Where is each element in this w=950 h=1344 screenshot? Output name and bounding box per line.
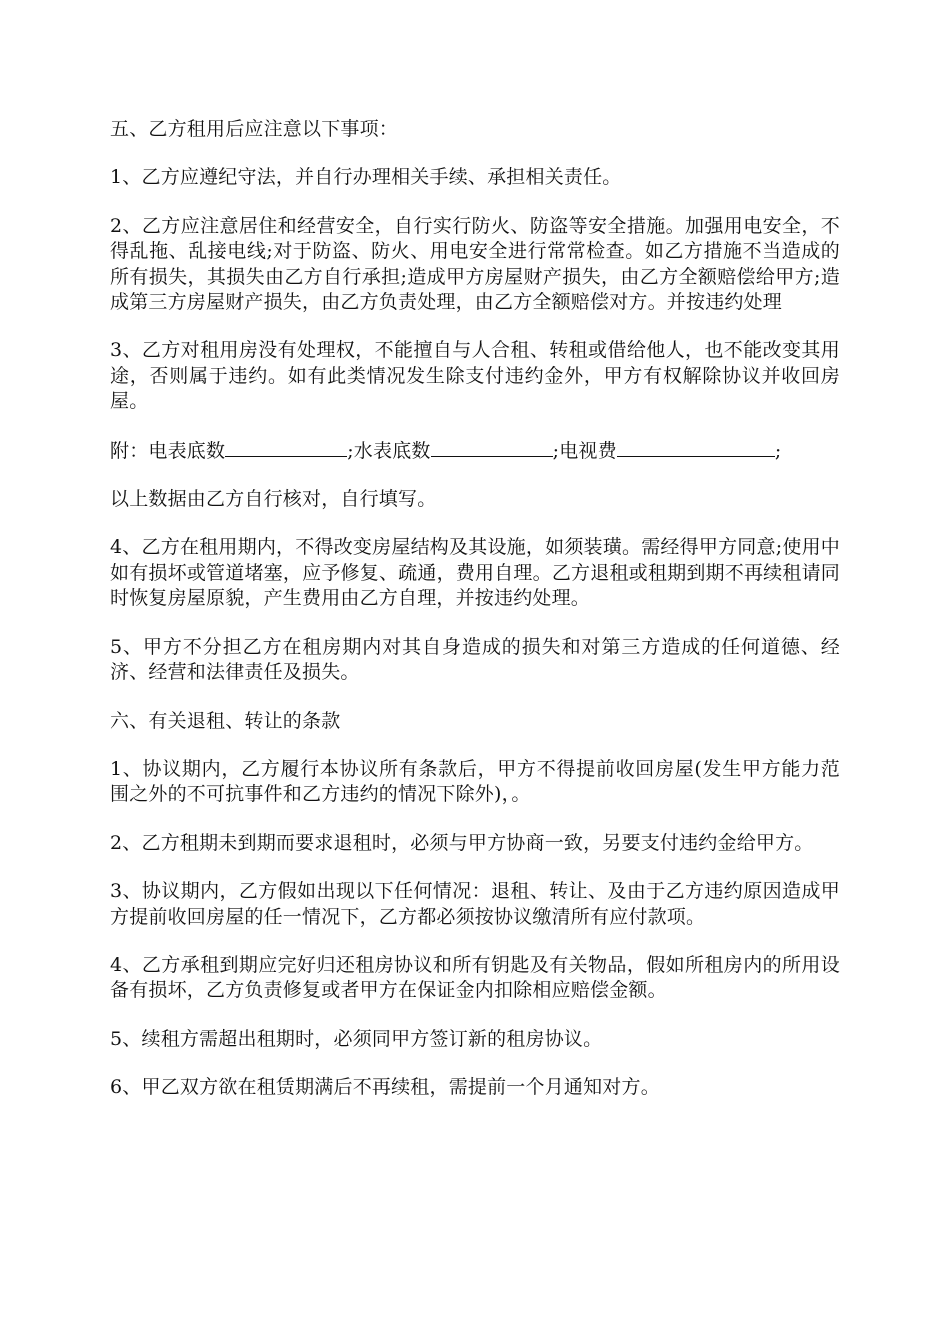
- clause-5-1: 1、乙方应遵纪守法，并自行办理相关手续、承担相关责任。: [110, 166, 622, 189]
- clause-5-4: 4、乙方在租用期内，不得改变房屋结构及其设施，如须装璜。需经得甲方同意;使用中如有损坏或管道堵塞，应予修复、疏通，费用自理。乙方退租或租期到期不再续租请同时恢复房屋原貌，产生费用由乙方自理，并按违约处理。: [110, 536, 840, 610]
- clause-6-4: 4、乙方承租到期应完好归还租房协议和所有钥匙及有关物品，假如所租房内的所用设备有损坏，乙方负责修复或者甲方在保证金内扣除相应赔偿金额。: [110, 953, 840, 1002]
- water-meter-blank: [431, 438, 553, 457]
- meter-line-end: ;: [774, 439, 782, 462]
- document-body: [110, 117, 840, 1124]
- clause-6-5: 5、续租方需超出租期时，必须同甲方签订新的租房协议。: [110, 1027, 603, 1050]
- section-heading-five: 五、乙方租用后应注意以下事项：: [110, 118, 399, 140]
- electric-meter-label: 附：电表底数: [110, 439, 226, 462]
- clause-6-2: 2、乙方租期未到期而要求退租时，必须与甲方协商一致，另要支付违约金给甲方。: [110, 831, 814, 854]
- electric-meter-blank: [225, 438, 347, 457]
- clause-6-6: 6、甲乙双方欲在租赁期满后不再续租，需提前一个月通知对方。: [110, 1076, 660, 1099]
- clause-5-5: 5、甲方不分担乙方在租房期内对其自身造成的损失和对第三方造成的任何道德、经济、经营和法律责任及损失。: [110, 635, 840, 684]
- section-heading-six: 六、有关退租、转让的条款: [110, 709, 341, 732]
- meter-note: 以上数据由乙方自行核对，自行填写。: [110, 488, 437, 511]
- meter-readings-line: [110, 438, 840, 464]
- clause-6-1: 1、协议期内，乙方履行本协议所有条款后，甲方不得提前收回房屋(发生甲方能力范围之外的不可抗事件和乙方违约的情况下除外)，。: [110, 757, 840, 806]
- clause-6-3: 3、协议期内，乙方假如出现以下任何情况：退租、转让、及由于乙方违约原因造成甲方提前收回房屋的任一情况下，乙方都必须按协议缴清所有应付款项。: [110, 880, 840, 928]
- water-meter-label: ;水表底数: [347, 439, 431, 462]
- tv-fee-blank: [617, 438, 775, 457]
- clause-5-2: 2、乙方应注意居住和经营安全，自行实行防火、防盗等安全措施。加强用电安全，不得乱拖、乱接电线;对于防盗、防火、用电安全进行常常检查。如乙方措施不当造成的所有损失，其损失由乙方自行承担;造成甲方房屋财产损失，由乙方全额赔偿给甲方;造成第三方房屋财产损失，由乙方负责处理，由乙方全额赔偿对方。并按违约处理: [110, 214, 840, 314]
- tv-fee-label: ;电视费: [552, 439, 617, 462]
- clause-5-3: 3、乙方对租用房没有处理权，不能擅自与人合租、转租或借给他人，也不能改变其用途，否则属于违约。如有此类情况发生除支付违约金外，甲方有权解除协议并收回房屋。: [110, 339, 840, 413]
